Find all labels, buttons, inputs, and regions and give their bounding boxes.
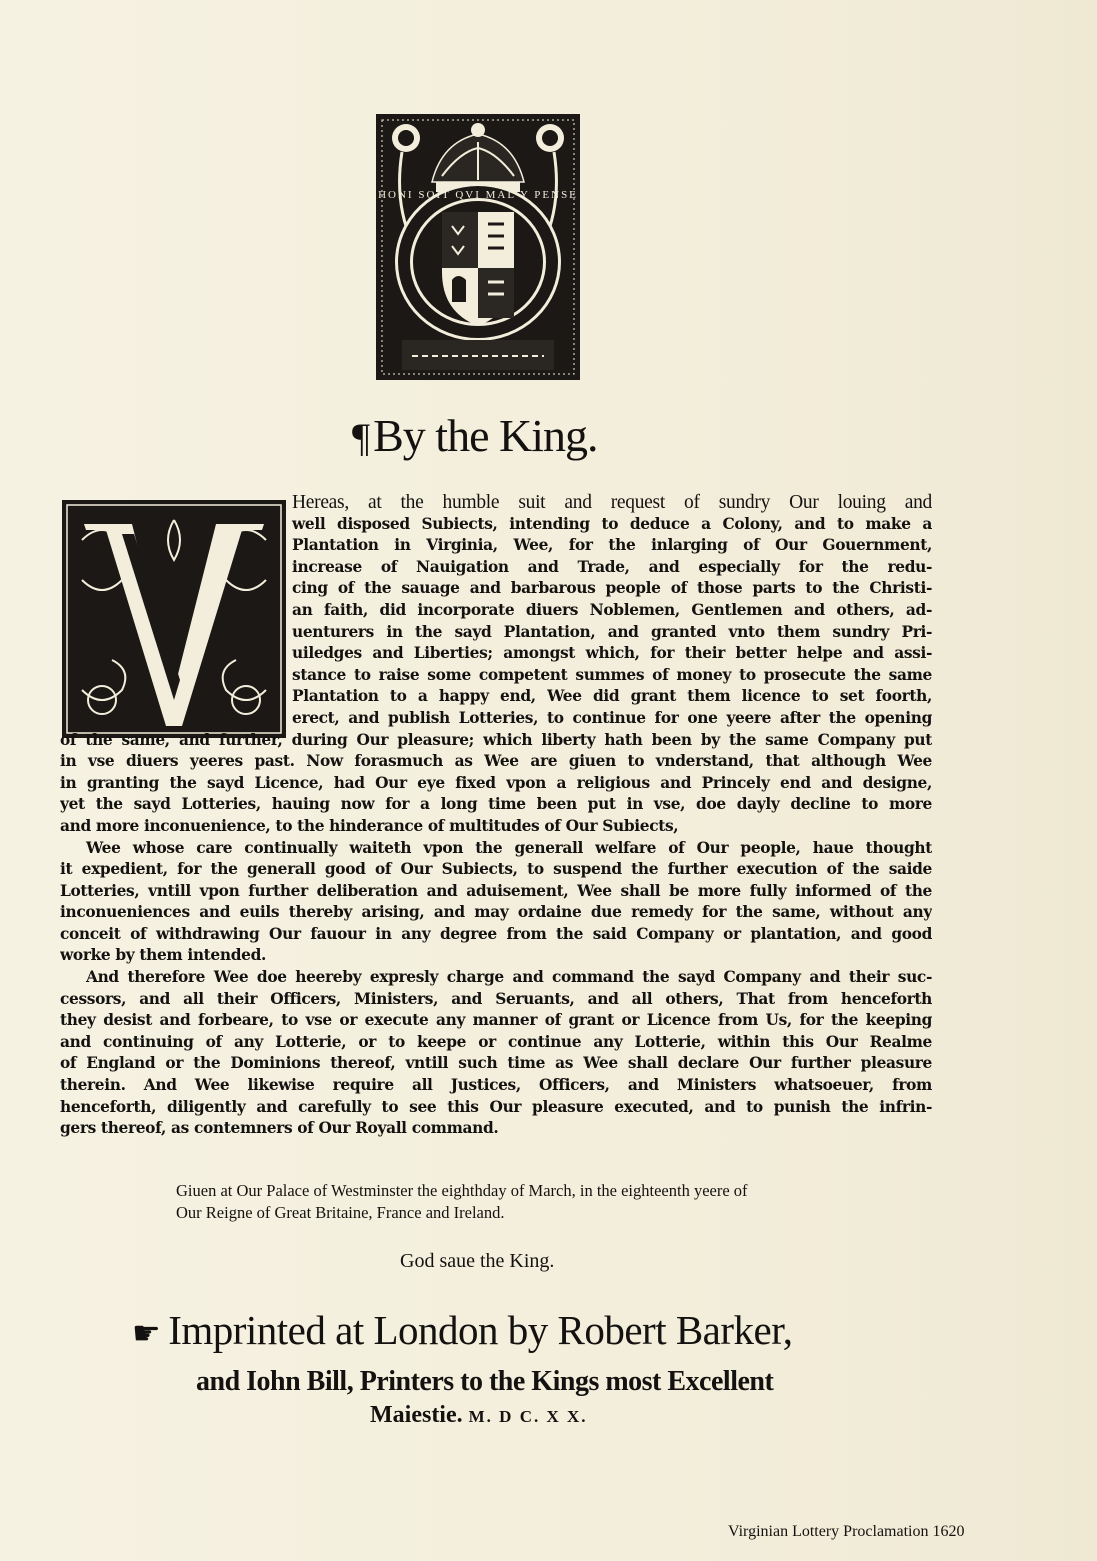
proclamation-body (60, 492, 932, 1140)
body-first-line: Hereas, at the humble suit and request of sundry Our louing and (292, 492, 932, 513)
body-line: stance to raise some competent summes of money to prosecute the same (292, 665, 932, 684)
imprint-line-2: and Iohn Bill, Printers to the Kings most Excellent (196, 1366, 774, 1397)
paragraph-two-line: conceit of withdrawing Our fauour in any degree from the said Company or plantation, and good (60, 924, 932, 943)
drop-cap-letter: V (173, 650, 175, 651)
paragraph-three-line: And therefore Wee doe heereby expresly charge and command the sayd Company and their suc- (86, 968, 932, 987)
body-line: well disposed Subiects, intending to deduce a Colony, and to make a (292, 514, 932, 533)
god-save-the-king: God saue the King. (400, 1250, 555, 1272)
proclamation-heading (352, 408, 752, 466)
body-line: in vse diuers yeeres past. Now forasmuch as Wee are giuen to vnderstand, that although Wee (60, 752, 932, 771)
imprint-line-3 (370, 1402, 770, 1429)
imprint-line-1-text: Imprinted at London by Robert Barker, (168, 1307, 793, 1353)
paragraph-two-line: worke by them intended. (60, 946, 266, 965)
imprint-maiestie: Maiestie. (370, 1402, 463, 1428)
body-line: uiledges and Liberties; amongst which, for their better helpe and assi- (292, 644, 932, 663)
given-line-2: Our Reigne of Great Britaine, France and Ireland. (176, 1203, 505, 1222)
paragraph-three-line: therein. And Wee likewise require all Justices, Officers, and Ministers whatsoeuer, from (60, 1076, 932, 1095)
heading-title: By the King. (373, 410, 598, 461)
body-line: an faith, did incorporate diuers Noblemen, Gentlemen and others, ad- (292, 600, 932, 619)
body-line: uenturers in the sayd Plantation, and granted vnto them sundry Pri- (292, 622, 932, 641)
given-line-1: Giuen at Our Palace of Westminster the eighthday of March, in the eighteenth yeere of (176, 1181, 748, 1200)
paragraph-two-line: it expedient, for the generall good of Our Subiects, to suspend the further execution of the saide (60, 860, 932, 879)
body-line: erect, and publish Lotteries, to continue for one yeere after the opening (292, 708, 932, 727)
body-line: Plantation in Virginia, Wee, for the inlarging of Our Gouernment, (292, 536, 932, 555)
paragraph-two-line: Lotteries, vntill vpon further deliberation and aduisement, Wee shall be more fully informed of the (60, 881, 932, 900)
image-caption: Virginian Lottery Proclamation 1620 (728, 1523, 965, 1540)
paragraph-two-line: inconueniences and euils thereby arising, and may ordaine due remedy for the same, without any (60, 903, 932, 922)
paragraph-three-line: of England or the Dominions thereof, vntill such time as Wee shall declare Our further pleasure (60, 1054, 932, 1073)
paragraph-three-line: gers thereof, as contemners of Our Royall command. (60, 1119, 499, 1138)
pointing-hand-icon: ☛ (132, 1315, 161, 1351)
body-line: increase of Nauigation and Trade, and especially for the redu- (292, 557, 932, 576)
paragraph-three-line: henceforth, diligently and carefully to see this Our pleasure executed, and to punish the infrin- (60, 1097, 932, 1116)
body-line: and more inconuenience, to the hinderance of multitudes of Our Subiects, (60, 816, 679, 835)
body-line: of the same, and further, during Our pleasure; which liberty hath been by the same Company put (60, 730, 932, 749)
body-line: Plantation to a happy end, Wee did grant them licence to set foorth, (292, 687, 932, 706)
body-line: yet the sayd Lotteries, hauing now for a long time been put in vse, doe dayly decline to more (60, 795, 932, 814)
garter-motto: HONI SOIT QVI MAL Y PENSE (378, 189, 578, 201)
paragraph-three-line: cessors, and all their Officers, Ministers, and Seruants, and all others, That from henceforth (60, 989, 932, 1008)
body-line: cing of the sauage and barbarous people of those parts to the Christi- (292, 579, 932, 598)
paragraph-two-line: Wee whose care continually waiteth vpon the generall welfare of Our people, haue thought (86, 838, 932, 857)
pilcrow-mark: ¶ (352, 415, 370, 460)
imprint-line-1 (132, 1306, 932, 1354)
royal-coat-of-arms-image (372, 112, 584, 384)
given-at-statement (176, 1180, 876, 1224)
paragraph-three-line: and continuing of any Lotterie, or to keepe or continue any Lotterie, within this Our Realme (60, 1032, 932, 1051)
paragraph-three-line: they desist and forbeare, to vse or execute any manner of grant or Licence from Us, for the keeping (60, 1011, 932, 1030)
body-line: in granting the sayd Licence, had Our eye fixed vpon a religious and Princely end and designe, (60, 773, 932, 792)
imprint-year: M. D C. X X. (468, 1407, 588, 1426)
